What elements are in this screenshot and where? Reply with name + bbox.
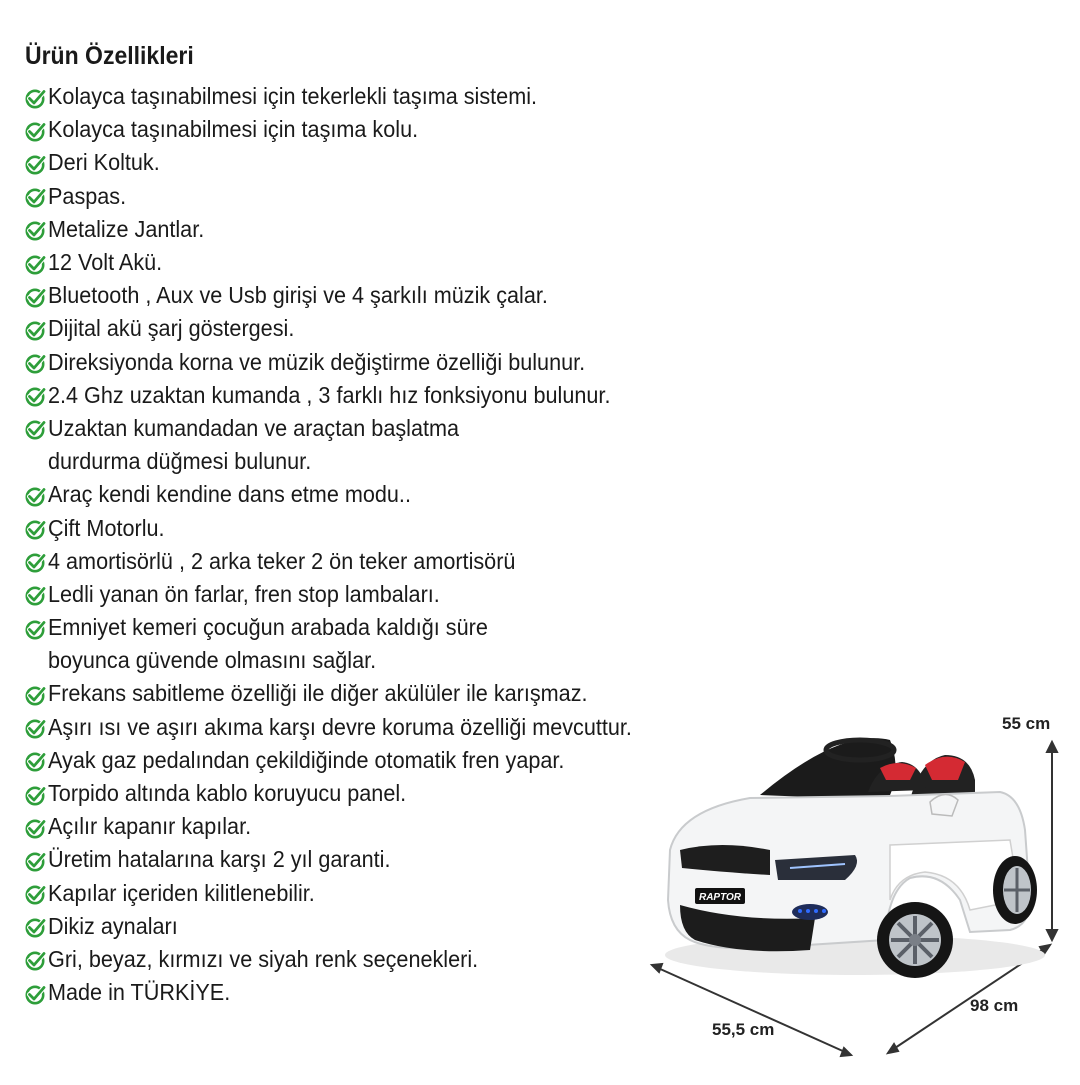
feature-item <box>24 246 669 279</box>
check-icon <box>24 417 46 439</box>
feature-text: Emniyet kemeri çocuğun arabada kaldığı süre <box>48 614 488 641</box>
check-icon <box>24 252 46 274</box>
check-icon <box>24 550 46 572</box>
feature-item <box>24 976 669 1009</box>
feature-text: Kapılar içeriden kilitlenebilir. <box>48 879 315 906</box>
feature-text: Paspas. <box>48 182 127 209</box>
check-icon <box>24 683 46 705</box>
feature-text: Kolayca taşınabilmesi için tekerlekli taşıma sistemi. <box>48 83 538 110</box>
width-dimension-label: 55,5 cm <box>712 1020 775 1039</box>
feature-item <box>24 80 669 113</box>
feature-item <box>24 412 669 445</box>
feature-text: Dikiz aynaları <box>48 912 178 939</box>
feature-item <box>24 711 669 744</box>
feature-item <box>24 810 669 843</box>
feature-text: 2.4 Ghz uzaktan kumanda , 3 farklı hız fonksiyonu bulunur. <box>48 381 611 408</box>
feature-item <box>24 312 669 345</box>
feature-text: Frekans sabitleme özelliği ile diğer akülüler ile karışmaz. <box>48 680 588 707</box>
check-icon <box>24 185 46 207</box>
feature-item <box>24 511 669 544</box>
check-icon <box>24 982 46 1004</box>
feature-text: Uzaktan kumandadan ve araçtan başlatma <box>48 414 460 441</box>
feature-item <box>24 943 669 976</box>
feature-text: Dijital akü şarj göstergesi. <box>48 315 295 342</box>
check-icon <box>24 783 46 805</box>
feature-item <box>24 346 669 379</box>
feature-item <box>24 113 669 146</box>
feature-text: Kolayca taşınabilmesi için taşıma kolu. <box>48 116 419 143</box>
feature-text: Torpido altında kablo koruyucu panel. <box>48 780 407 807</box>
check-icon <box>24 816 46 838</box>
feature-item <box>24 379 669 412</box>
feature-item <box>24 644 669 677</box>
check-icon <box>24 849 46 871</box>
feature-text: Deri Koltuk. <box>48 149 160 176</box>
feature-text: 12 Volt Akü. <box>48 249 163 276</box>
feature-list <box>24 80 669 1009</box>
feature-text: Açılır kapanır kapılar. <box>48 813 252 840</box>
check-icon <box>24 716 46 738</box>
feature-text: Gri, beyaz, kırmızı ve siyah renk seçenekleri. <box>48 945 479 972</box>
check-icon <box>24 119 46 141</box>
check-icon <box>24 351 46 373</box>
page-title: Ürün Özellikleri <box>25 42 194 70</box>
feature-item <box>24 910 669 943</box>
feature-text: durdurma düğmesi bulunur. <box>48 448 312 475</box>
check-icon <box>24 948 46 970</box>
feature-text: Çift Motorlu. <box>48 514 165 541</box>
feature-item <box>24 843 669 876</box>
feature-text: Ledli yanan ön farlar, fren stop lambaları. <box>48 580 440 607</box>
feature-item <box>24 445 669 478</box>
height-dimension-label: 55 cm <box>1002 714 1051 733</box>
feature-text: Ayak gaz pedalından çekildiğinde otomatik fren yapar. <box>48 746 565 773</box>
feature-item <box>24 180 669 213</box>
feature-text: Araç kendi kendine dans etme modu.. <box>48 481 411 508</box>
check-icon <box>24 285 46 307</box>
check-icon <box>24 617 46 639</box>
length-dimension-label: 98 cm <box>970 996 1019 1015</box>
feature-item <box>24 478 669 511</box>
check-icon <box>24 218 46 240</box>
feature-item <box>24 279 669 312</box>
check-icon <box>24 882 46 904</box>
feature-item <box>24 545 669 578</box>
feature-item <box>24 777 669 810</box>
feature-text: Direksiyonda korna ve müzik değiştirme özelliği bulunur. <box>48 348 586 375</box>
product-image <box>640 700 1080 1080</box>
feature-item <box>24 146 669 179</box>
feature-text: 4 amortisörlü , 2 arka teker 2 ön teker amortisörü <box>48 547 516 574</box>
feature-item <box>24 744 669 777</box>
check-icon <box>24 749 46 771</box>
feature-text: boyunca güvende olmasını sağlar. <box>48 647 377 674</box>
check-icon <box>24 86 46 108</box>
feature-text: Metalize Jantlar. <box>48 215 205 242</box>
check-icon <box>24 583 46 605</box>
check-icon <box>24 915 46 937</box>
feature-item <box>24 611 669 644</box>
feature-text: Üretim hatalarına karşı 2 yıl garanti. <box>48 846 391 873</box>
check-icon <box>24 517 46 539</box>
feature-text: Aşırı ısı ve aşırı akıma karşı devre koruma özelliği mevcuttur. <box>48 713 632 740</box>
feature-item <box>24 578 669 611</box>
feature-item <box>24 677 669 710</box>
feature-item <box>24 213 669 246</box>
feature-item <box>24 877 669 910</box>
check-icon <box>24 152 46 174</box>
feature-text: Made in TÜRKİYE. <box>48 979 231 1006</box>
check-icon <box>24 384 46 406</box>
feature-text: Bluetooth , Aux ve Usb girişi ve 4 şarkılı müzik çalar. <box>48 282 548 309</box>
check-icon <box>24 484 46 506</box>
car-illustration <box>640 700 1080 1080</box>
check-icon <box>24 318 46 340</box>
badge-label: RAPTOR <box>698 892 742 903</box>
